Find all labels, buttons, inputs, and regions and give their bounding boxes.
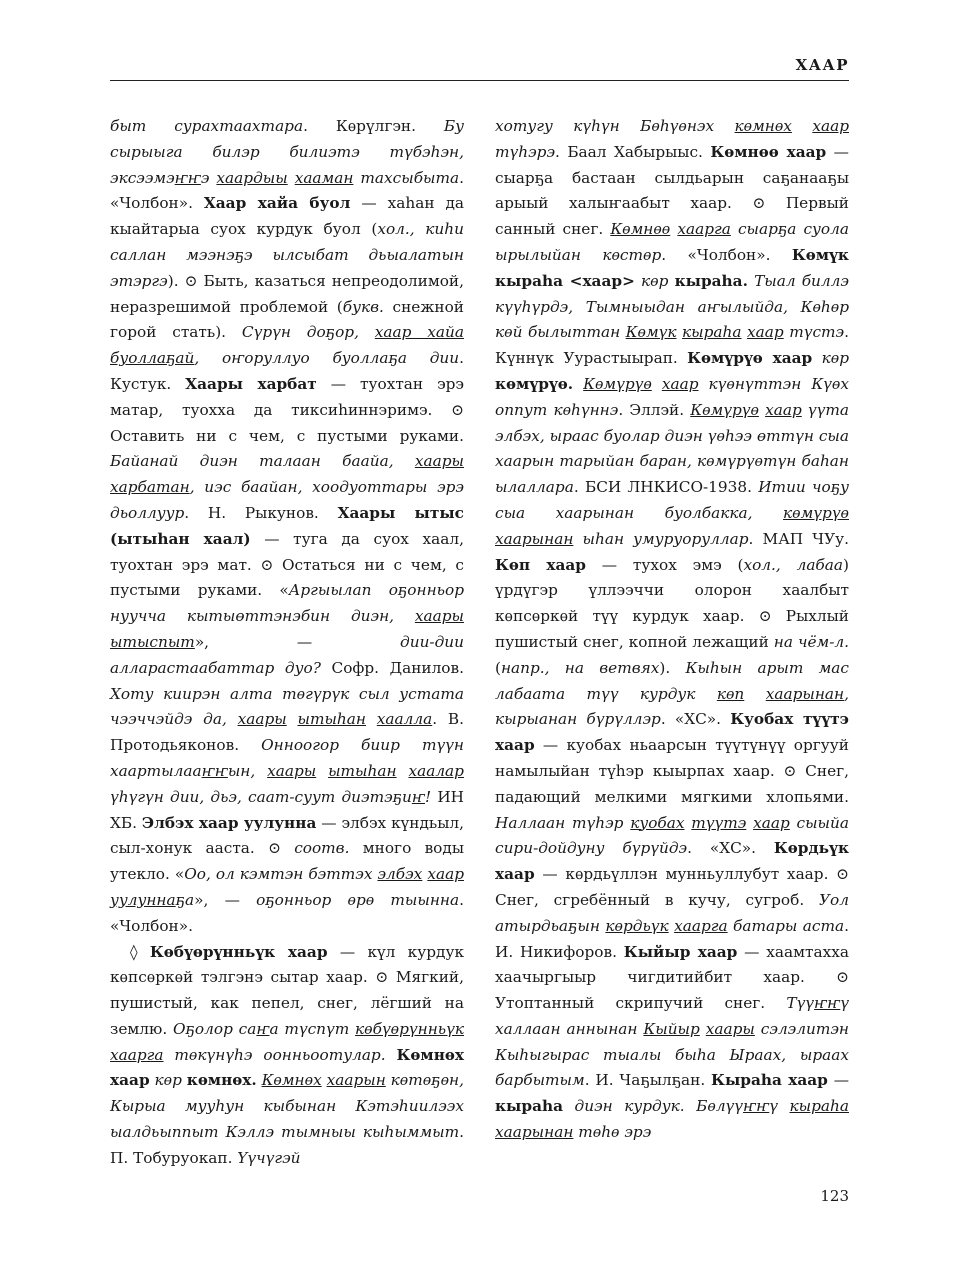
page-number: 123	[820, 1187, 849, 1205]
running-header	[110, 52, 849, 81]
right-column-entry-text: хотугу күһүн Бѳһүѳнэх кѳмнѳх хаар түһэрэ. Баал Хабырыыс. Кѳмнѳѳ хаар — сыарҕа бастаан сылдьарын саҕанааҕы арыый халыҥаабыт хаар. ⊙ Первый санный снег. Кѳмнѳѳ хаарга сыарҕа суола ырылыйан кѳстѳр. «Чолбон». Кѳмүк кыраһа <хаар> кѳр кыраһа. Тыал биллэ күүһүрдэ, Тымныыдан аҥылыйда, Кѳһѳр кѳй былыттан Кѳмүк кыраһа хаар түстэ. Күннүк Уурастыырап. Кѳмүрүѳ хаар кѳр кѳмүрүѳ. Кѳмүрүѳ хаар күѳнүттэн Күѳх оппут кѳһүннэ. Эллэй. Кѳмүрүѳ хаар үүта элбэх, ыраас буолар диэн үѳһээ өттүн сыа хаарын тарыйан баран, кѳмүрүѳтүн баһан ылаллара. БСИ ЛНКИСО-1938. Итии чоҕу сыа хаарынан буолбакка, кѳмүрүѳ хаарынан ыһан умуруоруллар. МАП ЧУу. Кѳп хаар — тухох эмэ (хол., лабаа) үрдүгэр үллээччи олорон хаалбыт кѳпсѳркѳй түү курдук хаар. ⊙ Рыхлый пушистый снег, копной лежащий на чём-л. (напр., на ветвях). Кыһын арыт мас лабаата түү курдук кѳп хаарынан, кырыанан бүрүллэр. «ХС». Куобах түүтэ хаар — куобах ньаарсын түүтүнүү оргууй намылыйан түһэр кыырпах хаар. ⊙ Снег, падающий мелкими мягкими хлопьями. Наллаан түһэр куобах түүтэ хаар сыыйа сири-дойдуну бүрүйдэ. «ХС». Кѳрдьүк хаар — кѳрдьүллэн мунньуллубут хаар. ⊙ Снег, сгребённый в кучу, сугроб. Уол атырдьаҕын кѳрдьүк хаарга батары аста. И. Никифоров. Кыйыр хаар — хаамтахха хаачыргыыр чигдитийбит хаар. ⊙ Утоптанный скрипучий снег. Түүҥҥү халлаан аннынан Кыйыр хаары сэлэлитэн Кыһыгырас тыалы быһа Ыраах, ыраах барбытым. И. Чаҕылҕан. Кыраһа хаар — кыраһа диэн курдук. Бѳлүүҥҥү кыраһа хаарынан тѳһѳ эрэ	[495, 117, 849, 1142]
left-column	[110, 114, 464, 1172]
running-headword: ХААР	[795, 56, 849, 74]
left-column-entry-text: быт сурахтаахтара. Кѳрүлгэн. Бу сырыыга билэр билиэтэ түбэһэн, эксээмэҥҥэ хаардыы хааман тахсыбыта. «Чолбон». Хаар хайа буол — хаһан да кыайтарыа суох курдук буол (хол., киһи саллан мээнэҕэ ылсыбат дьыалатын этэргэ). ⊙ Быть, казаться непреодолимой, неразрешимой проблемой (букв. снежной горой стать). Сүрүн доҕор, хаар хайа буоллаҕай, оҥоруллуо буоллаҕа дии. Кустук. Хаары харбат — туохтан эрэ матар, туохха да тиксиһиннэримэ. ⊙ Оставить ни с чем, с пустыми руками. Байанай диэн талаан баайа, хаары харбатан, иэс баайан, хоодуоттары эрэ дьоллуур. Н. Рыкунов. Хаары ытыс (ытыһан хаал) — туга да суох хаал, туохтан эрэ мат. ⊙ Остаться ни с чем, с пустыми руками. «Аргыылап оҕонньор нуучча кытыөттэнэбин диэн, хаары ытыспыт», — дии-дии алларастаабаттар дуо? Софр. Данилов. Хоту киирэн алта тѳгүрүк сыл устата чээччэйдэ да, хаары ытыһан хаалла. В. Протодьяконов. Онноогор биир түүн хаартылааҥҥын, хаары ытыһан хаалар үһүгүн дии, дьэ, саат-суут диэтэҕиҥ! ИН ХБ. Элбэх хаар уулунна — элбэх күндьыл, сыл-хонук ааста. ⊙ соотв. много воды утекло. «Оо, ол кэмтэн бэттэх элбэх хаар уулуннаҕа», — оҕонньор ѳрѳ тыынна. «Чолбон».	[110, 117, 465, 935]
left-column-idiom-block: ◊ Кѳбүѳрүнньүк хаар — күл курдук кѳпсѳркѳй тэлгэнэ сытар хаар. ⊙ Мягкий, пушистый, как пепел, снег, лёгший на землю. Оҕолор саҥа түспүт кѳбүѳрүнньүк хаарга тѳкүнүһэ оонньоотулар. Кѳмнѳх хаар кѳр кѳмнѳх. Кѳмнѳх хаарын кѳтѳҕѳн, Кырыа мууһун кыбынан Кэтэһиилээх ыалдьыппыт Кэллэ тымныы кыһыммыт. П. Тобуруокап. Үүчүгэй	[110, 942, 465, 1167]
right-column	[495, 114, 849, 1146]
